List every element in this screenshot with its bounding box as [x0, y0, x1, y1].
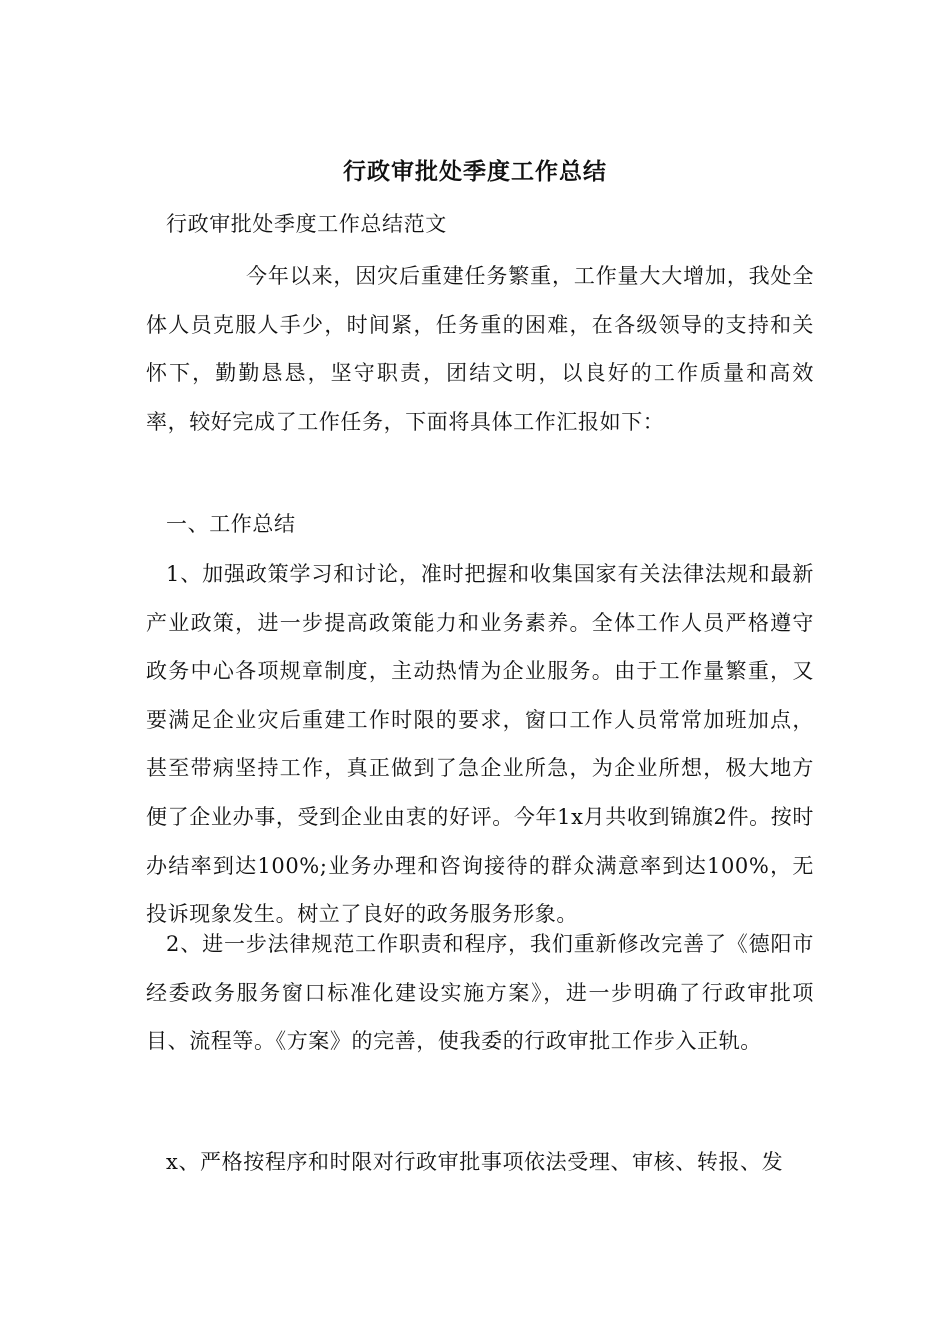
intro-paragraph: 今年以来，因灾后重建任务繁重，工作量大大增加，我处全体人员克服人手少，时间紧，任务重的困难，在各级领导的支持和关怀下，勤勤恳恳，坚守职责，团结文明，以良好的工作质量和高效率，较好完成了工作任务，下面将具体工作汇报如下：: [146, 264, 814, 434]
section-heading: 一、工作总结: [166, 512, 296, 536]
document-title: 行政审批处季度工作总结: [343, 158, 607, 185]
document-subtitle: 行政审批处季度工作总结范文: [166, 212, 447, 236]
paragraph-1: 1、加强政策学习和讨论，准时把握和收集国家有关法律法规和最新产业政策，进一步提高政策能力和业务素养。全体工作人员严格遵守政务中心各项规章制度，主动热情为企业服务。由于工作量繁重，又要满足企业灾后重建工作时限的要求，窗口工作人员常常加班加点，甚至带病坚持工作，真正做到了急企业所急，为企业所想，极大地方便了企业办事，受到企业由衷的好评。今年1x月共收到锦旗2件。按时办结率到达100%;业务办理和咨询接待的群众满意率到达100%，无投诉现象发生。树立了良好的政务服务形象。: [146, 562, 814, 927]
paragraph-2: 2、进一步法律规范工作职责和程序，我们重新修改完善了《德阳市经委政务服务窗口标准化建设实施方案》，进一步明确了行政审批项目、流程等。《方案》的完善，使我委的行政审批工作步入正轨。: [146, 932, 814, 1054]
paragraph-3: x、严格按程序和时限对行政审批事项依法受理、审核、转报、发: [166, 1150, 784, 1174]
